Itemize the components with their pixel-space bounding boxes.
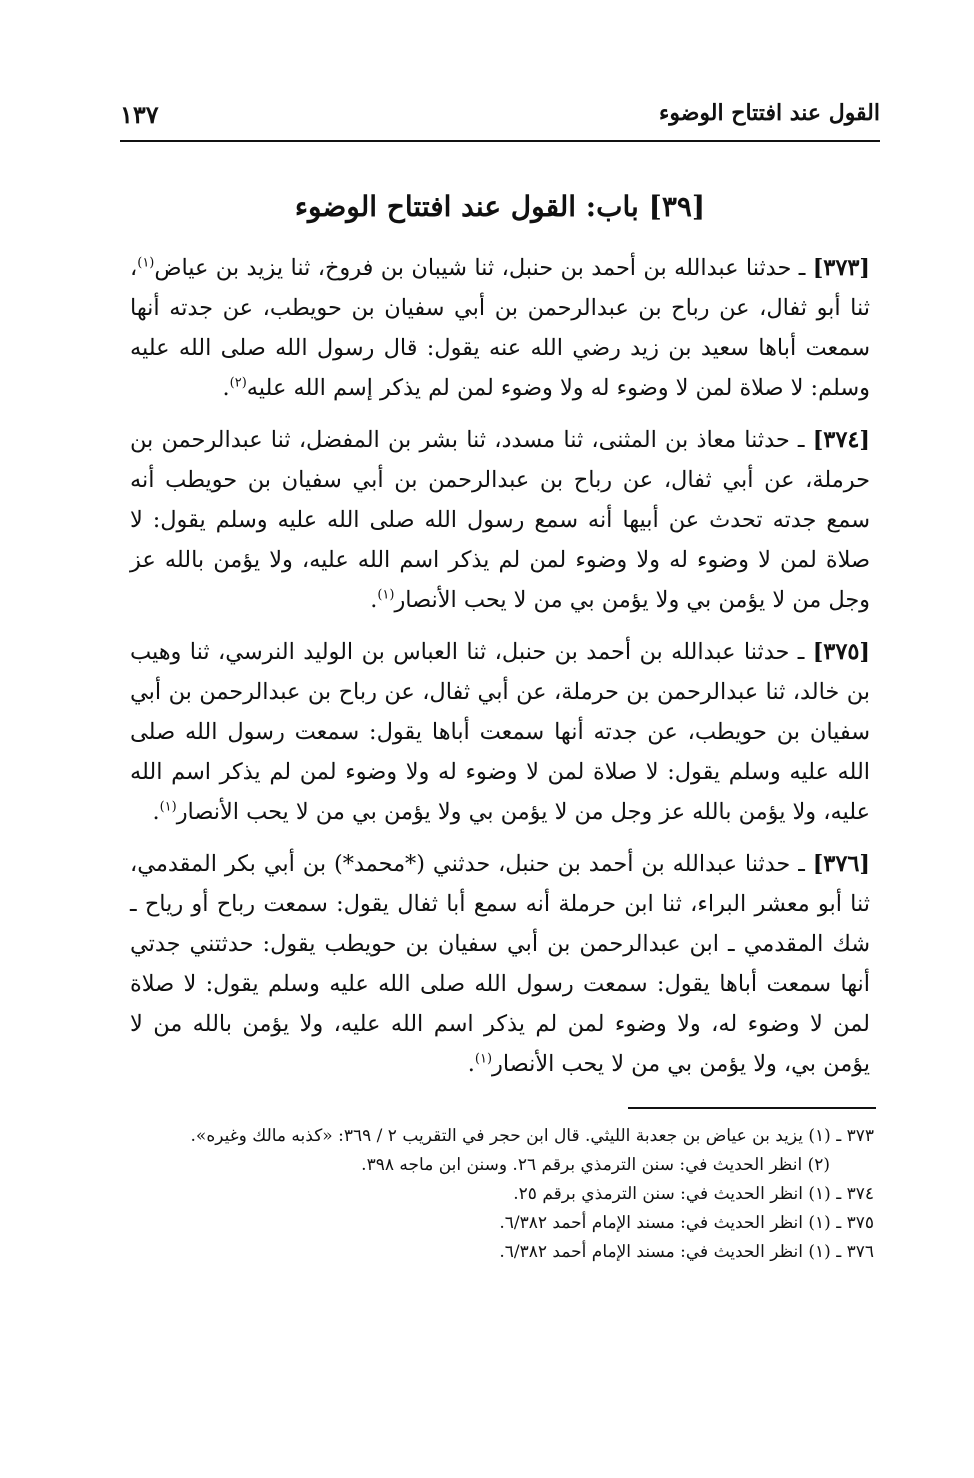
hadith-end: .	[467, 1051, 475, 1077]
hadith-number: [٣٧٦]	[812, 851, 870, 877]
chapter-title: [٣٩] باب: القول عند افتتاح الوضوء	[294, 190, 706, 223]
footnote-ref: (٢)	[229, 375, 247, 391]
page-number: ١٣٧	[120, 100, 159, 129]
running-header	[120, 94, 880, 142]
hadith-376	[130, 844, 870, 1084]
hadith-number: [٣٧٣]	[812, 255, 870, 281]
footnote-ref: (١)	[474, 1051, 493, 1067]
hadith-number: [٣٧٤]	[812, 427, 870, 453]
footnote: ٣٧٣ ـ (١) يزيد بن عياض بن جعدبة الليثي. قال ابن حجر في التقريب ٢ / ٣٦٩: «كذبه مالك وغيره».	[190, 1126, 874, 1146]
hadith-text: ـ حدثنا عبدالله بن أحمد بن حنبل، ثنا شيبان بن فروخ، ثنا يزيد بن عياض	[154, 255, 813, 281]
hadith-374	[130, 420, 870, 620]
footnote: (٢) انظر الحديث في: سنن الترمذي برقم ٢٦. وسنن ابن ماجه ٣٩٨.	[361, 1155, 830, 1175]
footnotes	[130, 1122, 874, 1267]
footnote-ref: (١)	[137, 255, 155, 271]
running-title: القول عند افتتاح الوضوء	[659, 100, 880, 126]
footnote-ref: (١)	[159, 799, 177, 815]
hadith-list	[130, 248, 870, 1096]
hadith-end: .	[152, 799, 160, 825]
hadith-text: ـ حدثنا عبدالله بن أحمد بن حنبل، حدثني (*محمد*) بن أبي بكر المقدمي، ثنا أبو معشر البراء، ثنا ابن حرملة أنه سمع أبا ثفال يقول: سمعت رباح أو رياح ـ شك المقدمي ـ ابن عبدالرحمن بن أبي سفيان بن حويطب يقول: حدثتني جدتي أنها سمعت أباها يقول: سمعت رسول الله صلى الله عليه وسلم يقول: لا صلاة لمن لا وضوء له، ولا وضوء لمن لم يذكر اسم الله عليه، ولا يؤمن بالله من لا يؤمن بي، ولا يؤمن بي من لا يحب الأنصار	[130, 851, 870, 1077]
hadith-text-continued: ، ثنا أبو ثفال، عن رباح بن عبدالرحمن بن أبي سفيان بن حويطب، عن جدته أنها سمعت أباها سعيد بن زيد رضي الله عنه يقول: قال رسول الله صلى الله عليه وسلم: لا صلاة لمن لا وضوء له ولا وضوء لمن لم يذكر إسم الله عليه	[130, 255, 870, 401]
hadith-number: [٣٧٥]	[812, 639, 870, 665]
hadith-375	[130, 632, 870, 832]
footnote: ٣٧٦ ـ (١) انظر الحديث في: مسند الإمام أحمد ٦/٣٨٢.	[499, 1242, 874, 1262]
footnote: ٣٧٤ ـ (١) انظر الحديث في: سنن الترمذي برقم ٢٥.	[513, 1184, 874, 1204]
hadith-end: .	[222, 375, 230, 401]
footnote-ref: (١)	[377, 587, 395, 603]
hadith-text: ـ حدثنا معاذ بن المثنى، ثنا مسدد، ثنا بشر بن المفضل، ثنا عبدالرحمن بن حرملة، عن أبي ثفال، عن رباح بن عبدالرحمن بن أبي سفيان بن حويطب أنه سمع جدته تحدث عن أبيها أنه سمع رسول الله صلى الله عليه وسلم يقول: لا صلاة لمن لا وضوء له ولا وضوء لمن لم يذكر اسم الله عليه، ولا يؤمن بالله عز وجل من لا يؤمن بي ولا يؤمن بي من لا يحب الأنصار	[130, 427, 870, 613]
hadith-373	[130, 248, 870, 408]
footnote: ٣٧٥ ـ (١) انظر الحديث في: مسند الإمام أحمد ٦/٣٨٢.	[499, 1213, 874, 1233]
hadith-text: ـ حدثنا عبدالله بن أحمد بن حنبل، ثنا العباس بن الوليد النرسي، ثنا وهيب بن خالد، ثنا عبدالرحمن بن حرملة، عن أبي ثفال، عن رباح بن عبدالرحمن بن أبي سفيان بن حويطب، عن جدته أنها سمعت أباها يقول: سمعت رسول الله صلى الله عليه وسلم يقول: لا صلاة لمن لا وضوء له ولا وضوء لمن لم يذكر اسم الله عليه، ولا يؤمن بالله عز وجل من لا يؤمن بي ولا يؤمن بي من لا يحب الأنصار	[130, 639, 870, 825]
footnote-divider	[628, 1107, 876, 1109]
hadith-end: .	[370, 587, 378, 613]
